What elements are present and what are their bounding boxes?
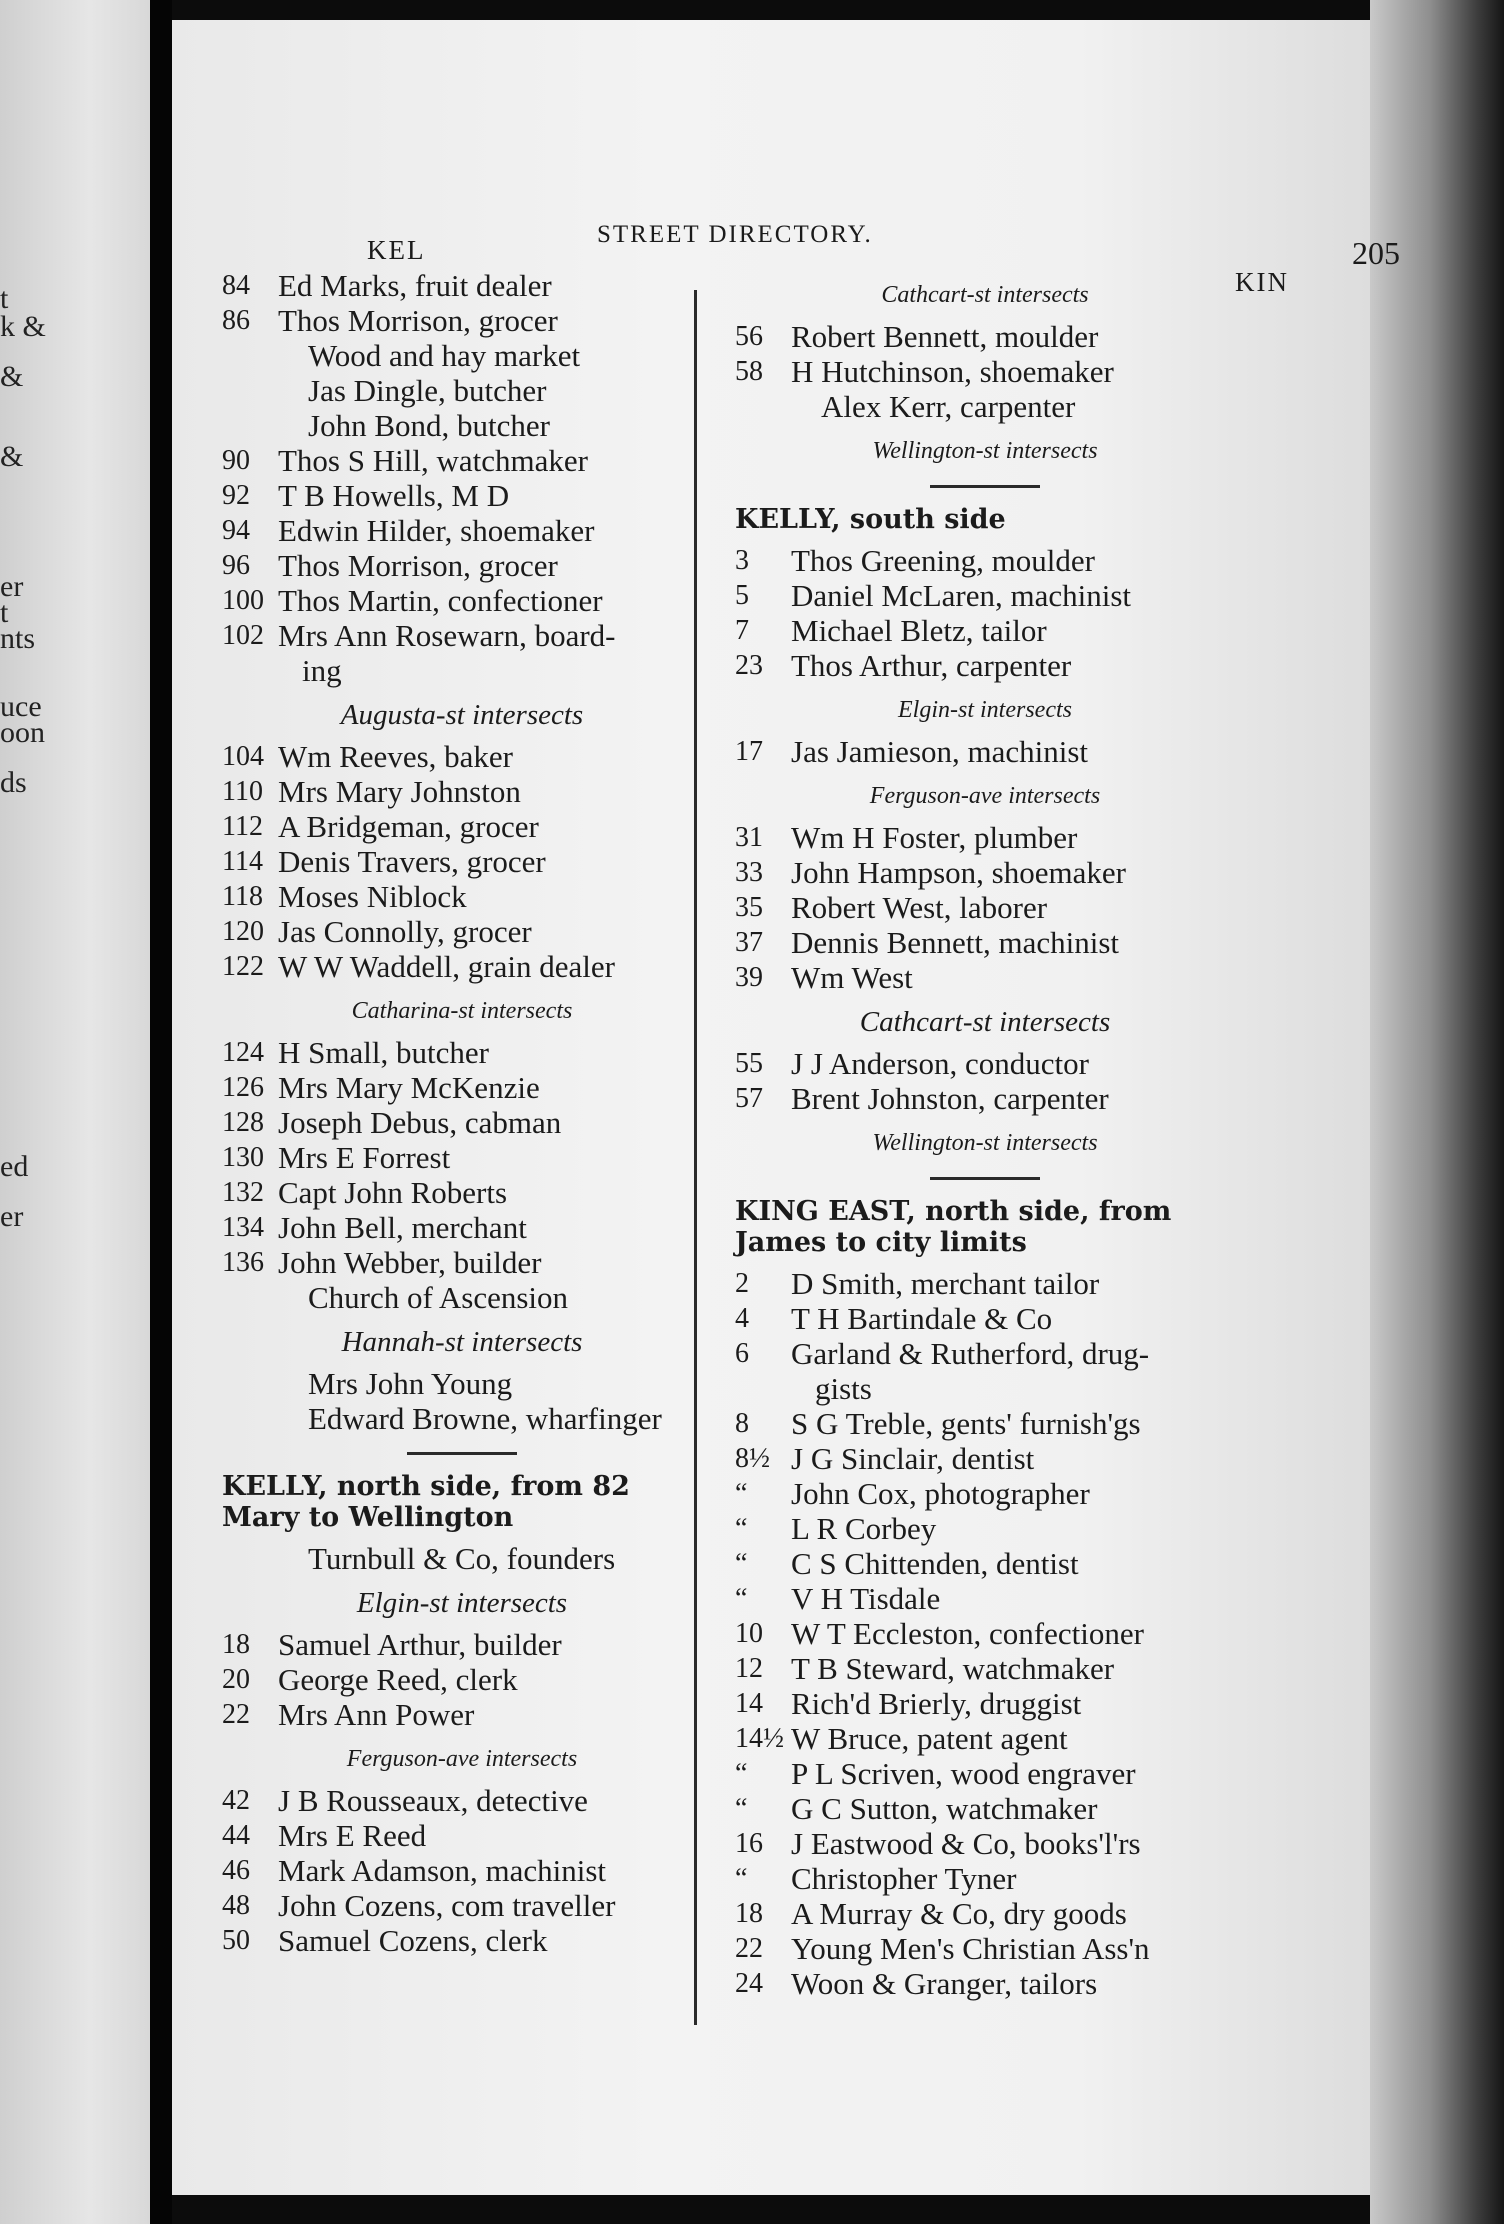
house-number: 8	[735, 1408, 749, 1439]
house-number: 22	[735, 1933, 763, 1964]
resident-name: T B Howells, M D	[278, 478, 510, 513]
directory-entry	[222, 949, 702, 984]
resident-name: Thos Arthur, carpenter	[791, 648, 1072, 683]
page-title: STREET DIRECTORY.	[597, 221, 873, 248]
directory-entry	[222, 303, 702, 338]
house-number: 7	[735, 615, 749, 646]
resident-name: Joseph Debus, cabman	[278, 1105, 562, 1140]
resident-name: P L Scriven, wood engraver	[791, 1756, 1136, 1791]
directory-entry	[735, 960, 1235, 995]
directory-entry	[222, 443, 702, 478]
directory-entry	[222, 914, 702, 949]
resident-name: Mrs Mary McKenzie	[278, 1070, 540, 1105]
house-number: 35	[735, 892, 763, 923]
intersection-note: Elgin-st intersects	[356, 1587, 568, 1619]
intersection-note: Hannah-st intersects	[341, 1326, 583, 1358]
resident-name: Mrs Ann Rosewarn, board-	[278, 618, 616, 653]
resident-name: H Hutchinson, shoemaker	[791, 354, 1114, 389]
house-number: 56	[735, 321, 763, 352]
house-number: 90	[222, 445, 250, 476]
resident-name: John Cozens, com traveller	[278, 1888, 616, 1923]
directory-entry	[735, 855, 1235, 890]
house-number: 128	[222, 1107, 264, 1138]
directory-entry	[735, 1476, 1235, 1511]
directory-entry	[735, 1651, 1235, 1686]
facing-page-fragment: k &	[0, 310, 46, 343]
house-number: “	[735, 1863, 748, 1894]
page-edge-shadow	[1370, 0, 1504, 2224]
resident-name: Thos Martin, confectioner	[278, 583, 603, 618]
resident-name: W W Waddell, grain dealer	[278, 949, 615, 984]
directory-entry	[735, 543, 1235, 578]
resident-name: Thos Morrison, grocer	[278, 548, 558, 583]
house-number: “	[735, 1583, 748, 1614]
directory-entry	[735, 1546, 1235, 1581]
house-number: 2	[735, 1268, 749, 1299]
right-guide-word: KIN	[1235, 267, 1289, 297]
resident-name: Garland & Rutherford, drug-	[791, 1336, 1150, 1371]
house-number: “	[735, 1758, 748, 1789]
intersection-note: Ferguson-ave intersects	[869, 783, 1101, 809]
house-number: 4	[735, 1303, 749, 1334]
resident-name: Jas Connolly, grocer	[278, 914, 532, 949]
directory-entry	[735, 925, 1235, 960]
resident-name: Edwin Hilder, shoemaker	[278, 513, 595, 548]
directory-entry	[222, 1783, 702, 1818]
resident-name: Thos S Hill, watchmaker	[278, 443, 588, 478]
house-number: 6	[735, 1338, 749, 1369]
resident-name: Ed Marks, fruit dealer	[278, 268, 552, 303]
resident-name: Wm H Foster, plumber	[791, 820, 1078, 855]
house-number: 92	[222, 480, 250, 511]
directory-entry-unnumbered: Mrs John Young	[308, 1366, 513, 1401]
resident-name: Wm Reeves, baker	[278, 739, 513, 774]
directory-entry	[222, 1070, 702, 1105]
resident-name: H Small, butcher	[278, 1035, 489, 1070]
directory-entry	[222, 1888, 702, 1923]
directory-entry	[222, 1818, 702, 1853]
house-number: 23	[735, 650, 763, 681]
resident-name: Jas Jamieson, machinist	[791, 734, 1089, 769]
resident-name: Denis Travers, grocer	[278, 844, 546, 879]
house-number: “	[735, 1548, 748, 1579]
resident-name: L R Corbey	[791, 1511, 937, 1546]
house-number: “	[735, 1793, 748, 1824]
left-column	[222, 268, 702, 1958]
directory-entry	[735, 820, 1235, 855]
facing-page-fragment: ed	[0, 1150, 29, 1183]
facing-page-fragment: ds	[0, 766, 27, 799]
house-number: 132	[222, 1177, 264, 1208]
resident-name: John Bell, merchant	[278, 1210, 527, 1245]
house-number: 114	[222, 846, 263, 877]
house-number: 112	[222, 811, 263, 842]
resident-name: Wm West	[791, 960, 913, 995]
house-number: 118	[222, 881, 263, 912]
page-number: 205	[1352, 235, 1400, 271]
facing-page-fragment: t	[0, 596, 9, 629]
house-number: 46	[222, 1855, 250, 1886]
directory-entry	[735, 1616, 1235, 1651]
directory-entry	[735, 1861, 1235, 1896]
house-number: 120	[222, 916, 264, 947]
resident-name: D Smith, merchant tailor	[791, 1266, 1100, 1301]
house-number: 8½	[735, 1443, 770, 1474]
directory-entry	[222, 583, 702, 618]
house-number: 104	[222, 741, 264, 772]
directory-entry	[222, 478, 702, 513]
house-number: 126	[222, 1072, 264, 1103]
intersection-note: Augusta-st intersects	[340, 699, 584, 731]
directory-entry	[735, 1046, 1235, 1081]
entry-continuation: ing	[302, 653, 342, 688]
directory-entry	[222, 1245, 702, 1280]
directory-entry	[222, 618, 702, 653]
directory-entry	[222, 1627, 702, 1662]
right-column	[735, 268, 1235, 2001]
house-number: 44	[222, 1820, 250, 1851]
house-number: 12	[735, 1653, 763, 1684]
book-gutter	[150, 0, 172, 2224]
directory-entry	[735, 1791, 1235, 1826]
house-number: 24	[735, 1968, 763, 1999]
house-number: 10	[735, 1618, 763, 1649]
house-number: 110	[222, 776, 263, 807]
facing-page-fragment: er	[0, 1200, 24, 1233]
house-number: 22	[222, 1699, 250, 1730]
house-number: 124	[222, 1037, 264, 1068]
house-number: 3	[735, 545, 749, 576]
street-section-heading: KELLY, north side, from 82 Mary to Wellington	[222, 1471, 630, 1533]
house-number: 58	[735, 356, 763, 387]
resident-name: T H Bartindale & Co	[791, 1301, 1053, 1336]
directory-entry	[222, 1035, 702, 1070]
directory-entry	[222, 1853, 702, 1888]
house-number: 42	[222, 1785, 250, 1816]
directory-entry-unnumbered: Jas Dingle, butcher	[308, 373, 547, 408]
directory-entry	[222, 844, 702, 879]
directory-entry	[222, 774, 702, 809]
house-number: 122	[222, 951, 264, 982]
resident-name: A Murray & Co, dry goods	[791, 1896, 1127, 1931]
directory-entry	[222, 1662, 702, 1697]
directory-entry-unnumbered: Turnbull & Co, founders	[308, 1541, 616, 1576]
resident-name: Michael Bletz, tailor	[791, 613, 1047, 648]
resident-name: A Bridgeman, grocer	[278, 809, 539, 844]
resident-name: S G Treble, gents' furnish'gs	[791, 1406, 1141, 1441]
intersection-note: Ferguson-ave intersects	[346, 1746, 578, 1772]
directory-entry	[735, 1721, 1235, 1756]
directory-entry	[735, 1896, 1235, 1931]
directory-entry	[735, 578, 1235, 613]
directory-entry	[735, 890, 1235, 925]
facing-page-fragment: er	[0, 570, 24, 603]
resident-name: Mrs E Reed	[278, 1818, 427, 1853]
directory-entry	[735, 613, 1235, 648]
directory-entry	[735, 319, 1235, 354]
intersection-note: Cathcart-st intersects	[881, 282, 1089, 308]
house-number: 5	[735, 580, 749, 611]
directory-entry	[735, 1441, 1235, 1476]
directory-entry	[735, 1931, 1235, 1966]
resident-name: T B Steward, watchmaker	[791, 1651, 1115, 1686]
resident-name: C S Chittenden, dentist	[791, 1546, 1079, 1581]
directory-entry	[222, 268, 702, 303]
house-number: 134	[222, 1212, 264, 1243]
house-number: 48	[222, 1890, 250, 1921]
directory-entry	[222, 1175, 702, 1210]
house-number: 55	[735, 1048, 763, 1079]
directory-entry	[735, 354, 1235, 389]
resident-name: J G Sinclair, dentist	[791, 1441, 1035, 1476]
resident-name: J Eastwood & Co, books'l'rs	[791, 1826, 1141, 1861]
intersection-note: Cathcart-st intersects	[859, 1006, 1111, 1038]
street-section-heading: KELLY, south side	[735, 504, 1006, 535]
house-number: 37	[735, 927, 763, 958]
directory-entry	[735, 1336, 1235, 1371]
directory-entry	[222, 548, 702, 583]
directory-entry	[222, 1210, 702, 1245]
resident-name: Christopher Tyner	[791, 1861, 1017, 1896]
facing-page-fragment: t	[0, 282, 9, 315]
resident-name: Mrs Mary Johnston	[278, 774, 521, 809]
house-number: 16	[735, 1828, 763, 1859]
house-number: 14½	[735, 1723, 784, 1754]
house-number: 33	[735, 857, 763, 888]
directory-entry	[735, 1081, 1235, 1116]
intersection-note: Wellington-st intersects	[872, 438, 1098, 464]
directory-entry-unnumbered: Wood and hay market	[308, 338, 581, 373]
house-number: 18	[735, 1898, 763, 1929]
resident-name: W T Eccleston, confectioner	[791, 1616, 1144, 1651]
directory-entry	[735, 1301, 1235, 1336]
intersection-note: Elgin-st intersects	[898, 697, 1072, 723]
house-number: 84	[222, 270, 250, 301]
directory-entry-unnumbered: Edward Browne, wharfinger	[308, 1401, 662, 1436]
resident-name: Thos Morrison, grocer	[278, 303, 558, 338]
resident-name: Robert West, laborer	[791, 890, 1048, 925]
directory-entry	[222, 809, 702, 844]
facing-page-fragment: &	[0, 440, 24, 473]
directory-entry-unnumbered: Church of Ascension	[308, 1280, 569, 1315]
house-number: 50	[222, 1925, 250, 1956]
house-number: 86	[222, 305, 250, 336]
directory-entry	[222, 1697, 702, 1732]
intersection-note: Catharina-st intersects	[351, 998, 573, 1024]
house-number: 130	[222, 1142, 264, 1173]
directory-entry	[735, 1266, 1235, 1301]
resident-name: Daniel McLaren, machinist	[791, 578, 1132, 613]
entry-continuation: gists	[815, 1371, 872, 1406]
resident-name: G C Sutton, watchmaker	[791, 1791, 1098, 1826]
house-number: “	[735, 1513, 748, 1544]
resident-name: Mrs Ann Power	[278, 1697, 475, 1732]
directory-entry	[222, 1105, 702, 1140]
section-divider	[930, 1177, 1040, 1180]
resident-name: Thos Greening, moulder	[791, 543, 1095, 578]
resident-name: Samuel Cozens, clerk	[278, 1923, 548, 1958]
directory-entry	[735, 734, 1235, 769]
directory-entry-unnumbered: Alex Kerr, carpenter	[821, 389, 1076, 424]
resident-name: Brent Johnston, carpenter	[791, 1081, 1109, 1116]
directory-entry	[735, 1966, 1235, 2001]
resident-name: Young Men's Christian Ass'n	[791, 1931, 1150, 1966]
directory-entry	[735, 1406, 1235, 1441]
house-number: 102	[222, 620, 264, 651]
resident-name: W Bruce, patent agent	[791, 1721, 1068, 1756]
resident-name: John Cox, photographer	[791, 1476, 1090, 1511]
directory-entry	[222, 739, 702, 774]
directory-entry	[222, 1923, 702, 1958]
resident-name: J B Rousseaux, detective	[278, 1783, 588, 1818]
house-number: 31	[735, 822, 763, 853]
house-number: 136	[222, 1247, 264, 1278]
facing-page-fragment: oon	[0, 716, 45, 749]
resident-name: Moses Niblock	[278, 879, 467, 914]
facing-page-fragment: &	[0, 360, 24, 393]
house-number: 100	[222, 585, 264, 616]
resident-name: Dennis Bennett, machinist	[791, 925, 1120, 960]
directory-entry	[222, 513, 702, 548]
directory-entry	[735, 1686, 1235, 1721]
street-section-heading: KING EAST, north side, from James to city limits	[735, 1196, 1172, 1258]
resident-name: V H Tisdale	[791, 1581, 941, 1616]
resident-name: Capt John Roberts	[278, 1175, 508, 1210]
resident-name: Rich'd Brierly, druggist	[791, 1686, 1082, 1721]
intersection-note: Wellington-st intersects	[872, 1130, 1098, 1156]
directory-entry	[222, 1140, 702, 1175]
directory-entry	[735, 1756, 1235, 1791]
resident-name: George Reed, clerk	[278, 1662, 518, 1697]
house-number: 20	[222, 1664, 250, 1695]
house-number: 17	[735, 736, 763, 767]
directory-entry	[735, 648, 1235, 683]
directory-entry-unnumbered: John Bond, butcher	[308, 408, 550, 443]
resident-name: Mrs E Forrest	[278, 1140, 451, 1175]
house-number: 96	[222, 550, 250, 581]
house-number: 39	[735, 962, 763, 993]
section-divider	[407, 1452, 517, 1455]
resident-name: John Webber, builder	[278, 1245, 542, 1280]
facing-page-fragment: uce	[0, 690, 42, 723]
facing-page-edge	[0, 0, 150, 2224]
resident-name: Woon & Granger, tailors	[791, 1966, 1098, 2001]
resident-name: John Hampson, shoemaker	[791, 855, 1126, 890]
facing-page-fragment: nts	[0, 622, 36, 655]
left-guide-word: KEL	[367, 235, 426, 265]
section-divider	[930, 485, 1040, 488]
resident-name: Mark Adamson, machinist	[278, 1853, 607, 1888]
directory-entry	[735, 1511, 1235, 1546]
resident-name: Robert Bennett, moulder	[791, 319, 1099, 354]
directory-entry	[735, 1826, 1235, 1861]
house-number: 14	[735, 1688, 763, 1719]
house-number: 57	[735, 1083, 763, 1114]
house-number: “	[735, 1478, 748, 1509]
house-number: 94	[222, 515, 250, 546]
resident-name: Samuel Arthur, builder	[278, 1627, 562, 1662]
directory-entry	[735, 1581, 1235, 1616]
resident-name: J J Anderson, conductor	[791, 1046, 1089, 1081]
directory-entry	[222, 879, 702, 914]
house-number: 18	[222, 1629, 250, 1660]
